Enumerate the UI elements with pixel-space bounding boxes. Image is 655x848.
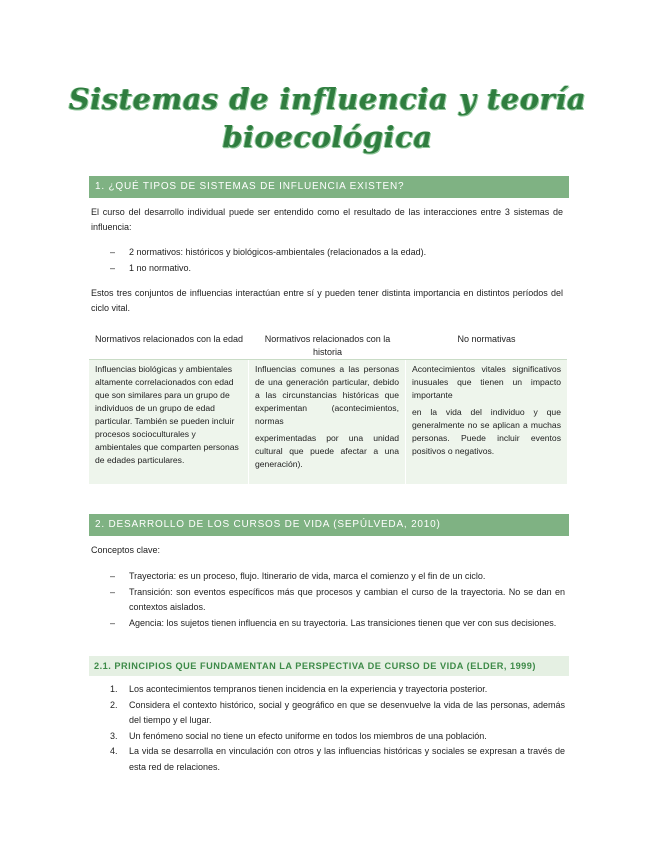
section-1-intro: El curso del desarrollo individual puede ser entendido como el resultado de las interacciones entre 3 sistemas de influencia: <box>91 207 563 232</box>
table-header-cell: Normativos relacionados con la historia <box>264 334 391 357</box>
section-1-paragraph: Estos tres conjuntos de influencias interactúan entre sí y pueden tener distinta importancia en distintos períodos del ciclo vital. <box>91 288 563 313</box>
list-item: – 2 normativos: históricos y biológicos-ambientales (relacionados a la edad). <box>110 247 427 257</box>
list-item: 2. Considera el contexto histórico, social y geográfico en que se desenvuelve la vida de las personas, además del tiempo y el lugar. <box>110 699 565 725</box>
section-2-1-heading: 2.1. PRINCIPIOS QUE FUNDAMENTAN LA PERSPECTIVA DE CURSO DE VIDA (ELDER, 1999) <box>89 656 569 676</box>
table-header-row <box>89 331 567 359</box>
title-line-1: Sistemas de influencia y teoría <box>68 82 587 116</box>
list-item: 4. La vida se desarrolla en vinculación con otros y las influencias históricas y sociales se expresan a través de esta red de relaciones. <box>110 746 565 772</box>
list-item: – Agencia: los sujetos tienen influencia en su trayectoria. Las transiciones tienen que ver con sus decisiones. <box>110 617 557 628</box>
table-header-cell: Normativos relacionados con la edad <box>94 334 244 344</box>
key-concepts-list <box>110 569 565 631</box>
table-header-cell: No normativas <box>457 334 516 344</box>
principles-list <box>110 682 565 775</box>
title-line-2: bioecológica <box>222 120 433 154</box>
table-cell-age: Influencias biológicas y ambientales altamente correlacionados con edad que son similares para un grupo de individuos de un grupo de edad particular. También se pueden incluir procesos socioculturales y ambientales que comparten personas de edades particulares. <box>89 360 249 484</box>
influence-systems-list <box>110 245 565 276</box>
list-item: – Transición: son eventos específicos más que procesos y cambian el curso de la trayectoria. No se dan en contextos aislados. <box>110 586 565 612</box>
section-1-heading: 1. ¿QUÉ TIPOS DE SISTEMAS DE INFLUENCIA EXISTEN? <box>89 176 569 198</box>
section-2-heading: 2. DESARROLLO DE LOS CURSOS DE VIDA (SEPÚLVEDA, 2010) <box>89 514 569 536</box>
influence-table <box>89 331 567 484</box>
table-cell-history: Influencias comunes a las personas de una generación particular, debido a las circunstancias históricas que experimentan (acontecimientos, normas experimentadas por una unidad cultural que puede afectar a una generación). <box>249 360 406 484</box>
list-item: – 1 no normativo. <box>110 262 192 273</box>
section-2-intro: Conceptos clave: <box>91 545 161 555</box>
table-row <box>89 359 567 484</box>
list-item: 1. Los acontecimientos tempranos tienen incidencia en la experiencia y trayectoria posterior. <box>110 684 488 694</box>
list-item: 3. Un fenómeno social no tiene un efecto uniforme en todos los miembros de una población. <box>110 730 487 741</box>
table-cell-non-normative: Acontecimientos vitales significativos inusuales que tienen un impacto importante en la vida del individuo y que generalmente no se aplican a muchas personas. Puede incluir eventos positivos o negativos. <box>412 364 561 456</box>
list-item: – Trayectoria: es un proceso, flujo. Itinerario de vida, marca el comienzo y el fin de un ciclo. <box>110 571 486 581</box>
page-title <box>60 80 595 156</box>
